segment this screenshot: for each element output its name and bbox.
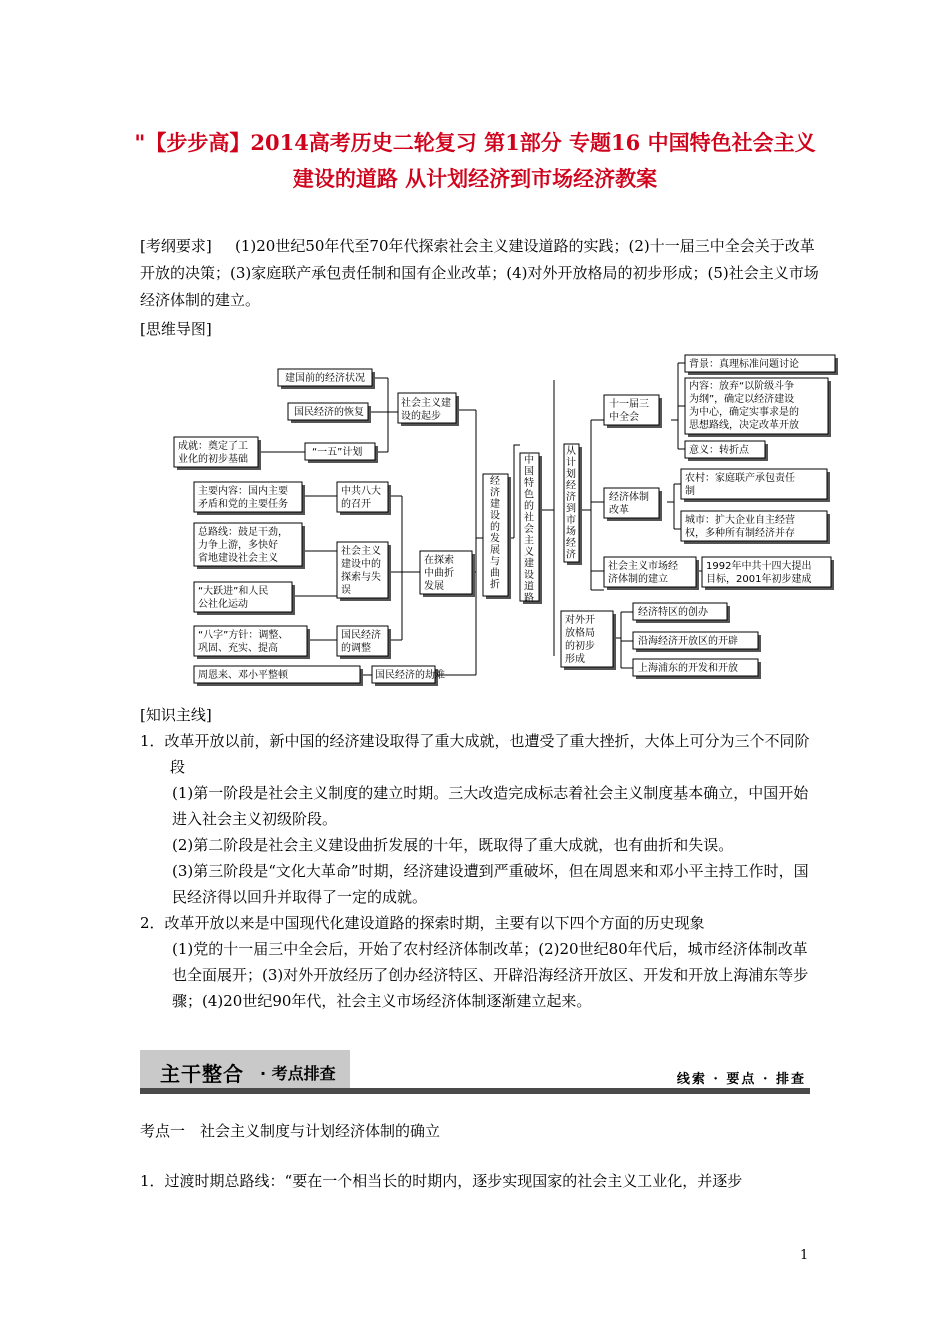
svg-text:社会主义市场经: 社会主义市场经 — [608, 561, 678, 572]
node-zhou-deng — [194, 666, 363, 686]
svg-text:国民经济: 国民经济 — [341, 630, 381, 641]
knowledge-item-1: 1．改革开放以前，新中国的经济建设取得了重大成就，也遭受了重大挫折，大体上可分为三个不同阶段 — [140, 732, 810, 776]
node-background — [685, 355, 838, 375]
svg-text:省地建设社会主义: 省地建设社会主义 — [198, 553, 278, 564]
node-14th-congress — [702, 557, 834, 590]
knowledge-item-2: 2．改革开放以来是中国现代化建设道路的探索时期，主要有以下四个方面的历史现象 — [140, 914, 705, 932]
svg-text:对外开: 对外开 — [565, 615, 595, 626]
svg-text:在探索: 在探索 — [424, 555, 454, 566]
svg-text:济体制的建立: 济体制的建立 — [608, 574, 668, 585]
node-general-line — [194, 523, 305, 569]
svg-text:国民经济的恢复: 国民经济的恢复 — [294, 407, 364, 418]
svg-text:总路线：鼓足干劲，: 总路线：鼓足干劲， — [198, 527, 288, 538]
svg-text:为中心，确定实事求是的: 为中心，确定实事求是的 — [689, 407, 799, 418]
svg-text:国民经济的劫难: 国民经济的劫难 — [375, 670, 445, 681]
svg-text:的召开: 的召开 — [341, 499, 371, 510]
requirements-text: (1)20世纪50年代至70年代探索社会主义建设道路的实践；(2)十一届三中全会关于改革开放的决策；(3)家庭联产承包责任制和国有企业改革；(4)对外开放格局的初步形成；(5)社会主义市场经济体制的建立。 — [140, 237, 819, 309]
svg-text:“八字”方针：调整、: “八字”方针：调整、 — [198, 630, 289, 641]
node-meaning — [685, 441, 768, 461]
svg-text:的初步: 的初步 — [565, 641, 595, 652]
node-adjustment — [337, 626, 391, 659]
node-sez — [633, 603, 730, 623]
mindmap-label: [思维导图] — [140, 320, 212, 338]
node-market-system — [604, 557, 699, 590]
node-center-topic — [520, 453, 542, 604]
point-1-item-1: 1．过渡时期总路线：“要在一个相当长的时期内，逐步实现国家的社会主义工业化，并逐步 — [140, 1172, 743, 1190]
svg-text:上海浦东的开发和开放: 上海浦东的开发和开放 — [638, 663, 738, 674]
svg-text:从计划经济到市场经济: 从计划经济到市场经济 — [566, 446, 576, 561]
svg-text:误: 误 — [341, 585, 351, 596]
svg-text:十一届三: 十一届三 — [609, 399, 649, 410]
svg-text:设的起步: 设的起步 — [401, 411, 441, 422]
node-plenum-content — [685, 378, 831, 437]
svg-text:农村：家庭联产承包责任: 农村：家庭联产承包责任 — [685, 473, 795, 484]
svg-text:探索与失: 探索与失 — [341, 572, 381, 583]
svg-text:建设中的: 建设中的 — [341, 559, 381, 570]
node-first-five-year-plan — [305, 443, 378, 463]
svg-text:意义：转折点: 意义：转折点 — [689, 445, 749, 456]
svg-text:内容：放弃“以阶级斗争: 内容：放弃“以阶级斗争 — [689, 381, 795, 392]
svg-text:“大跃进”和人民: “大跃进”和人民 — [198, 586, 269, 597]
svg-text:放格局: 放格局 — [565, 628, 595, 639]
node-rural-reform — [681, 469, 830, 502]
svg-text:公社化运动: 公社化运动 — [198, 599, 248, 610]
svg-text:沿海经济开放区的开辟: 沿海经济开放区的开辟 — [638, 636, 738, 647]
svg-text:主要内容：国内主要: 主要内容：国内主要 — [198, 486, 288, 497]
svg-text:经济建设的发展与曲折: 经济建设的发展与曲折 — [490, 476, 500, 591]
svg-text:改革: 改革 — [609, 505, 629, 516]
svg-text:思想路线，决定改革开放: 思想路线，决定改革开放 — [689, 420, 799, 431]
svg-text:巩固、充实、提高: 巩固、充实、提高 — [198, 643, 278, 654]
svg-text:中曲折: 中曲折 — [424, 568, 454, 579]
svg-text:“一五”计划: “一五”计划 — [312, 447, 363, 458]
node-opening-up — [561, 611, 616, 670]
svg-text:周恩来、邓小平整顿: 周恩来、邓小平整顿 — [198, 670, 288, 681]
document-title: "【步步高】2014高考历史二轮复习 第1部分 专题16 中国特色社会主义建设的道路 从计划经济到市场经济教案 — [134, 130, 816, 191]
svg-text:发展: 发展 — [424, 581, 444, 592]
node-socialist-start — [398, 393, 459, 426]
knowledge-item-1-sub-2: (2)第二阶段是社会主义建设曲折发展的十年，既取得了重大成就，也有曲折和失误。 — [172, 836, 734, 854]
node-coastal-zones — [633, 632, 761, 652]
point-1-title: 考点一 社会主义制度与计划经济体制的确立 — [140, 1122, 441, 1140]
node-third-plenum — [604, 395, 662, 428]
svg-text:成就：奠定了工: 成就：奠定了工 — [178, 441, 248, 452]
svg-text:城市：扩大企业自主经营: 城市：扩大企业自主经营 — [685, 515, 795, 526]
page-number: 1 — [800, 1248, 809, 1263]
svg-text:的调整: 的调整 — [341, 643, 371, 654]
node-fyp-achievement — [174, 437, 261, 470]
node-8th-content — [194, 482, 305, 515]
mind-map-diagram — [140, 350, 840, 692]
banner-subtitle: · 考点排查 — [260, 1064, 336, 1083]
svg-text:权，多种所有制经济并存: 权，多种所有制经济并存 — [685, 528, 795, 539]
svg-text:经济特区的创办: 经济特区的创办 — [638, 607, 708, 618]
svg-text:社会主义: 社会主义 — [341, 546, 381, 557]
node-8th-congress — [337, 482, 391, 515]
node-disaster — [372, 666, 445, 686]
node-recovery — [288, 403, 371, 423]
svg-text:1992年中共十四大提出: 1992年中共十四大提出 — [706, 561, 812, 572]
node-construction-development — [483, 474, 511, 599]
svg-text:中共八大: 中共八大 — [341, 486, 381, 497]
section-banner — [140, 1050, 810, 1096]
svg-text:力争上游，多快好: 力争上游，多快好 — [198, 540, 278, 551]
svg-text:制: 制 — [685, 486, 695, 497]
svg-text:中国特色的社会主义建设道路: 中国特色的社会主义建设道路 — [524, 455, 534, 604]
svg-text:背景：真理标准问题讨论: 背景：真理标准问题讨论 — [689, 359, 799, 370]
node-economic-reform — [604, 488, 662, 521]
banner-title: 主干整合 — [160, 1062, 244, 1086]
svg-text:业化的初步基础: 业化的初步基础 — [178, 454, 248, 465]
knowledge-label: [知识主线] — [140, 706, 212, 724]
svg-text:目标，2001年初步建成: 目标，2001年初步建成 — [706, 574, 812, 585]
svg-text:中全会: 中全会 — [609, 412, 639, 423]
svg-text:形成: 形成 — [565, 654, 585, 665]
banner-tagline: 线索 · 要点 · 排查 — [676, 1072, 806, 1087]
banner-underline — [140, 1088, 810, 1094]
node-pre-state — [278, 369, 375, 389]
svg-text:经济体制: 经济体制 — [609, 492, 649, 503]
node-pudong — [633, 659, 761, 679]
requirements-label: [考纲要求] — [140, 237, 212, 255]
node-great-leap — [194, 582, 295, 615]
svg-text:矛盾和党的主要任务: 矛盾和党的主要任务 — [198, 499, 288, 510]
node-exploration — [337, 542, 391, 601]
knowledge-item-2-sub: (1)党的十一届三中全会后，开始了农村经济体制改革；(2)20世纪80年代后，城市经济体制改革也全面展开；(3)对外开放经历了创办经济特区、开辟沿海经济开放区、开发和开放上海浦东等步骤；(4)20世纪90年代，社会主义市场经济体制逐渐建立起来。 — [172, 940, 809, 1010]
node-twisted-development — [420, 551, 475, 597]
svg-text:建国前的经济状况: 建国前的经济状况 — [285, 373, 365, 384]
node-eight-character — [194, 626, 310, 659]
svg-text:社会主义建: 社会主义建 — [401, 398, 451, 409]
knowledge-item-1-sub-3: (3)第三阶段是“文化大革命”时期，经济建设遭到严重破坏，但在周恩来和邓小平主持工作时，国民经济得以回升并取得了一定的成就。 — [172, 862, 809, 906]
knowledge-item-1-sub-1: (1)第一阶段是社会主义制度的建立时期。三大改造完成标志着社会主义制度基本确立，中国开始进入社会主义初级阶段。 — [172, 784, 809, 828]
node-plan-to-market — [564, 444, 582, 565]
node-urban-reform — [681, 511, 830, 544]
svg-text:为纲”，确定以经济建设: 为纲”，确定以经济建设 — [689, 394, 795, 405]
